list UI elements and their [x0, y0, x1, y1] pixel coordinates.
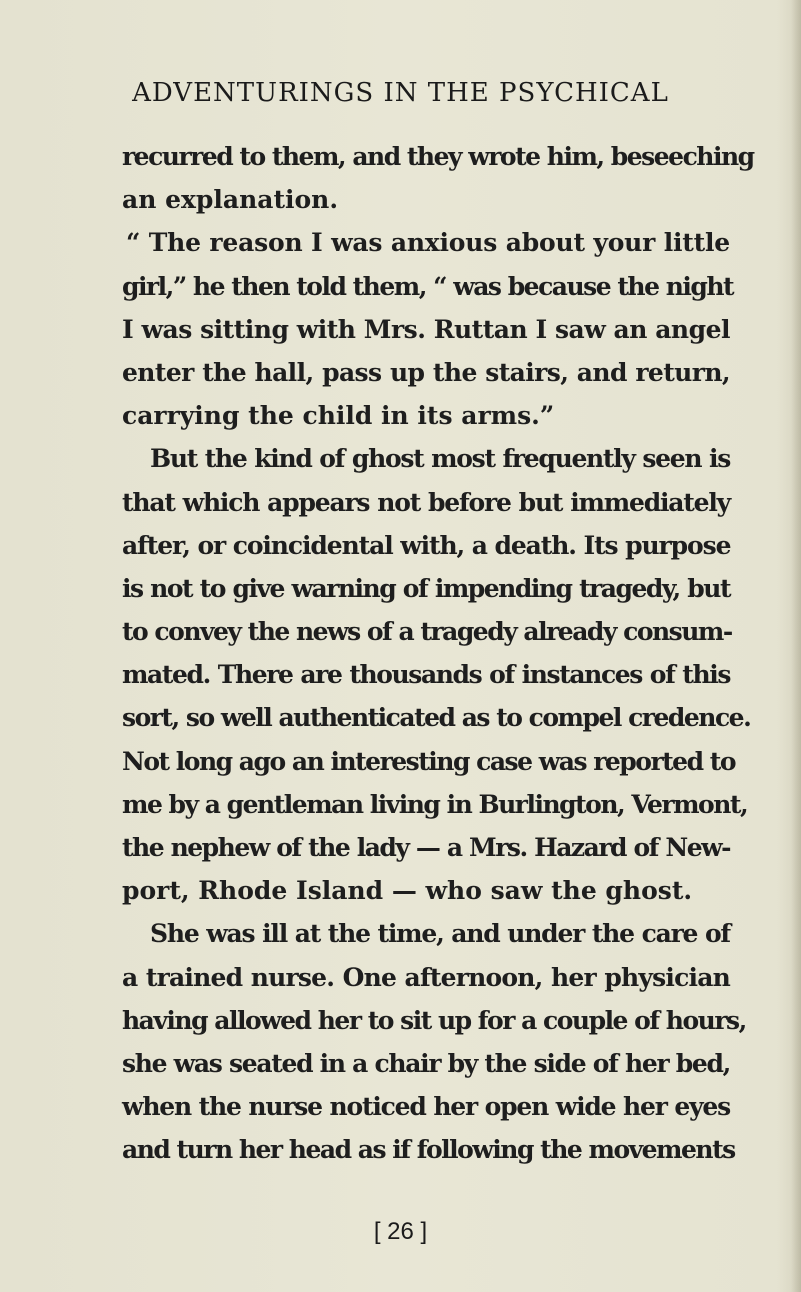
text-line: a trained nurse. One afternoon, her physician: [122, 962, 730, 992]
text-line: carrying the child in its arms.”: [122, 401, 555, 431]
page-edge-shadow: [791, 0, 801, 1292]
text-line: having allowed her to sit up for a couple of hours,: [122, 1005, 746, 1035]
text-line: Not long ago an interesting case was reported to: [122, 746, 735, 776]
page-number: [ 26 ]: [373, 1218, 428, 1245]
text-line: after, or coincidental with, a death. Its purpose: [122, 530, 731, 560]
text-line: to convey the news of a tragedy already consum-: [122, 617, 732, 647]
text-line: she was seated in a chair by the side of her bed,: [122, 1048, 731, 1078]
text-line: an explanation.: [122, 185, 339, 215]
text-line: port, Rhode Island — who saw the ghost.: [122, 876, 693, 906]
text-line: that which appears not before but immediately: [122, 487, 730, 517]
text-line: I was sitting with Mrs. Ruttan I saw an angel: [122, 314, 730, 344]
text-line: me by a gentleman living in Burlington, Vermont,: [122, 789, 748, 819]
text-line: recurred to them, and they wrote him, beseeching: [122, 142, 754, 171]
text-line: She was ill at the time, and under the care of: [150, 919, 730, 949]
text-line: But the kind of ghost most frequently seen is: [150, 444, 730, 474]
text-line: “ The reason I was anxious about your little: [126, 228, 730, 258]
body-text: [122, 135, 754, 1172]
text-line: the nephew of the lady — a Mrs. Hazard of New-: [122, 833, 730, 862]
running-head: ADVENTURINGS IN THE PSYCHICAL: [132, 78, 669, 108]
text-line: sort, so well authenticated as to compel credence.: [122, 703, 751, 733]
text-line: and turn her head as if following the movements: [122, 1135, 735, 1165]
text-line: enter the hall, pass up the stairs, and return,: [122, 357, 730, 387]
text-line: girl,” he then told them, “ was because the night: [122, 271, 734, 301]
text-line: is not to give warning of impending tragedy, but: [122, 573, 730, 603]
text-line: mated. There are thousands of instances of this: [122, 660, 730, 690]
text-line: when the nurse noticed her open wide her eyes: [122, 1092, 730, 1122]
